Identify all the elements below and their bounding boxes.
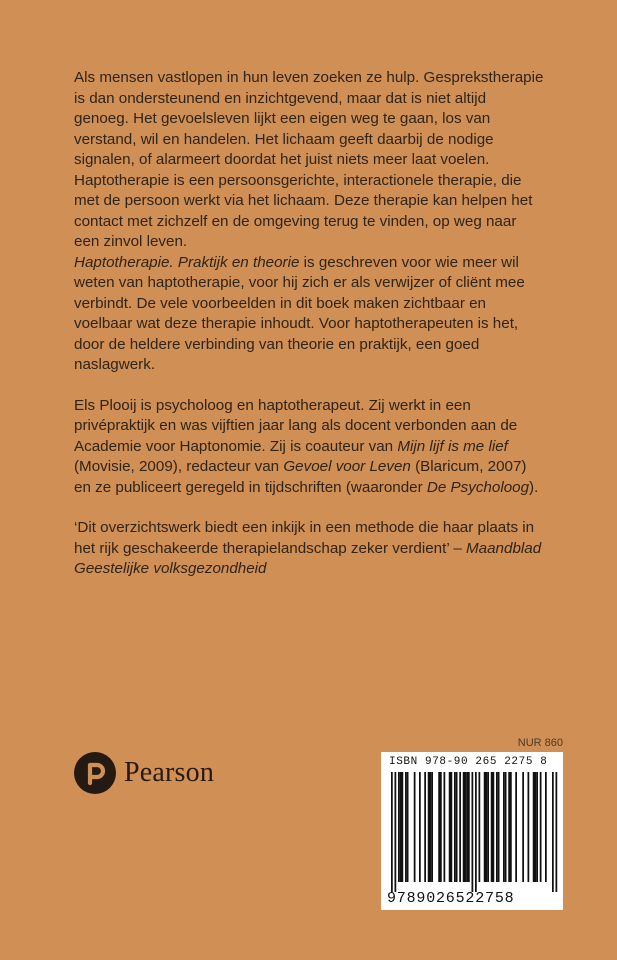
barcode-bar bbox=[465, 772, 467, 882]
barcode-bar bbox=[545, 772, 547, 882]
barcode-bar bbox=[459, 772, 461, 882]
barcode-bar bbox=[438, 772, 440, 882]
pearson-p-logo-icon bbox=[74, 752, 116, 794]
barcode-bar bbox=[419, 772, 421, 882]
barcode-bar bbox=[498, 772, 500, 882]
barcode-bar bbox=[552, 772, 554, 892]
barcode-bar bbox=[486, 772, 488, 882]
barcode-bar bbox=[400, 772, 402, 882]
barcode-bar bbox=[479, 772, 481, 882]
isbn-barcode bbox=[381, 752, 563, 910]
barcode-bar bbox=[405, 772, 407, 882]
barcode-bar bbox=[466, 772, 468, 882]
barcode-bar bbox=[440, 772, 442, 882]
nur-code: NUR 860 bbox=[517, 737, 563, 749]
barcode-bar bbox=[536, 772, 538, 882]
barcode-bar bbox=[535, 772, 537, 882]
barcode-bar bbox=[431, 772, 433, 882]
barcode-bar bbox=[463, 772, 465, 882]
review-quote bbox=[74, 518, 544, 580]
quote-text: ‘Dit overzichtswerk biedt een inkijk in een methode die haar plaats in het rijk geschakeerde therapielandschap zeker verdient’ – bbox=[74, 519, 535, 557]
book-title: Haptotherapie. Praktijk en theorie bbox=[74, 253, 300, 271]
barcode-bar bbox=[456, 772, 458, 882]
barcode-bar bbox=[528, 772, 530, 882]
barcode-bar bbox=[451, 772, 453, 882]
barcode-bar bbox=[484, 772, 486, 882]
author-text: (Movisie, 2009), redacteur van bbox=[74, 458, 284, 475]
quote-source: Maandblad Geestelijke volksgezondheid bbox=[74, 539, 542, 577]
barcode-bar bbox=[505, 772, 507, 882]
publisher-logo bbox=[74, 752, 214, 794]
barcode-bar bbox=[449, 772, 451, 882]
barcode-bar bbox=[407, 772, 409, 882]
barcode-bar bbox=[430, 772, 432, 882]
barcode-bar bbox=[402, 772, 404, 882]
barcode-bar bbox=[454, 772, 456, 882]
barcode-bar bbox=[540, 772, 542, 882]
barcode-bar bbox=[515, 772, 517, 882]
barcode-bar bbox=[491, 772, 493, 882]
barcode-bar bbox=[522, 772, 524, 882]
author-text: Els Plooij is psycholoog en haptotherapeut. Zij werkt in een privépraktijk en was vijftien jaar lang als docent verbonden aan de Academie voor Haptonomie. Zij is coauteur van bbox=[74, 396, 518, 455]
publisher-name: Pearson bbox=[124, 757, 215, 788]
barcode-bar bbox=[391, 772, 393, 892]
barcode-bar bbox=[428, 772, 430, 882]
book-paragraph bbox=[74, 253, 544, 376]
back-cover-blurb bbox=[74, 68, 544, 600]
work-title: Mijn lijf is me lief bbox=[397, 437, 508, 455]
barcode-bar bbox=[556, 772, 558, 892]
work-title: Gevoel voor Leven bbox=[283, 458, 411, 475]
barcode-bar bbox=[493, 772, 495, 882]
barcode-bar bbox=[496, 772, 498, 882]
journal-title: De Psycholoog bbox=[426, 478, 530, 496]
author-paragraph bbox=[74, 396, 544, 499]
barcode-bar bbox=[508, 772, 510, 882]
barcode-bar bbox=[395, 772, 397, 892]
barcode-bar bbox=[468, 772, 470, 882]
barcode-bar bbox=[487, 772, 489, 882]
isbn-label: ISBN 978-90 265 2275 8 bbox=[389, 756, 548, 768]
barcode-bar bbox=[503, 772, 505, 882]
barcode-bar bbox=[472, 772, 474, 892]
barcode-bar bbox=[398, 772, 400, 882]
barcode-bar bbox=[424, 772, 426, 882]
ean-number: 9789026522758 bbox=[387, 890, 515, 907]
barcode-bars bbox=[381, 752, 563, 910]
author-text: (Blaricum, 2007) en ze publiceert geregeld in tijdschriften (waaronder bbox=[74, 458, 527, 496]
barcode-bar bbox=[533, 772, 535, 882]
barcode-bar bbox=[475, 772, 477, 892]
book-paragraph-text: is geschreven voor wie meer wil weten van haptotherapie, voor hij zich er als verwijzer of cliënt mee verbindt. De vele voorbeelden in dit boek maken zichtbaar en voelbaar wat deze therapie inhoudt. Voor haptotherapeuten is het, door de heldere verbinding van theorie en praktijk, een goed naslagwerk. bbox=[74, 253, 525, 373]
barcode-bar bbox=[444, 772, 446, 882]
barcode-bar bbox=[414, 772, 416, 882]
intro-paragraph: Als mensen vastlopen in hun leven zoeken ze hulp. Gesprekstherapie is dan ondersteunend en inzichtgevend, maar dat is niet altijd genoeg. Het gevoelsleven lijkt een eigen weg te gaan, los van verstand, wil en handelen. Het lichaam geeft daarbij de nodige signalen, of alarmeert doordat het juist niets meer laat voelen. Haptotherapie is een persoonsgerichte, interactionele therapie, die met de persoon werkt via het lichaam. Deze therapie kan helpen het contact met zichzelf en de omgeving terug te vinden, op weg naar een zinvol leven. bbox=[74, 69, 544, 250]
author-text: ). bbox=[529, 478, 539, 496]
barcode-bar bbox=[510, 772, 512, 882]
